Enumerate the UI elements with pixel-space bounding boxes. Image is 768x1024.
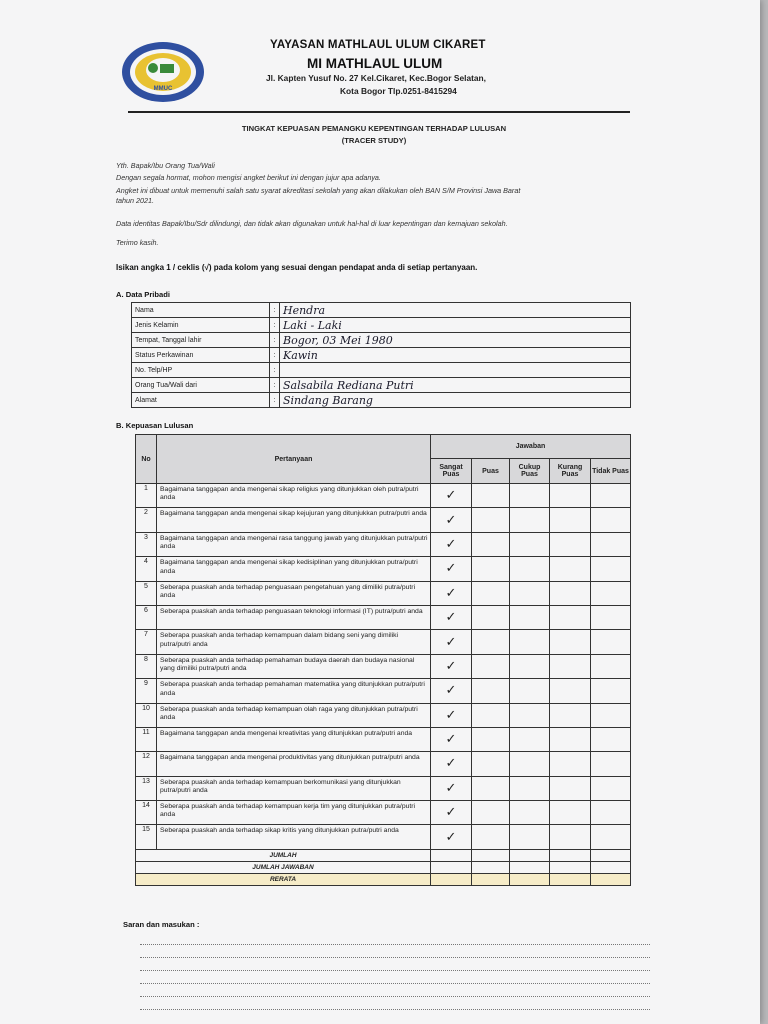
answer-cell[interactable]: [431, 484, 472, 508]
question-number: 1: [136, 484, 157, 508]
answer-cell[interactable]: [550, 727, 591, 751]
greeting: Yth. Bapak/Ibu Orang Tua/Wali: [116, 161, 215, 170]
option-header: Sangat Puas: [431, 459, 472, 484]
document-subtitle: (TRACER STUDY): [341, 136, 407, 145]
suggestion-line[interactable]: [140, 1009, 650, 1010]
col-header-answer: Jawaban: [431, 435, 631, 459]
question-number: 9: [136, 679, 157, 703]
suggestion-line[interactable]: [140, 983, 650, 984]
summary-cell[interactable]: [550, 861, 591, 873]
check-mark-icon: ✓: [445, 561, 457, 577]
answer-cell[interactable]: [431, 801, 472, 825]
answer-cell[interactable]: [510, 508, 550, 532]
question-text: Seberapa puaskah anda terhadap penguasaan teknologi informasi (IT) putra/putri anda: [157, 605, 431, 629]
answer-cell[interactable]: [510, 801, 550, 825]
summary-cell[interactable]: [510, 861, 550, 873]
answer-cell[interactable]: [550, 484, 591, 508]
jumlah-row: [136, 849, 631, 861]
check-mark-icon: ✓: [445, 585, 457, 601]
answer-cell[interactable]: [472, 752, 510, 776]
field-label: Status Perkawinan: [132, 348, 270, 363]
field-label: Nama: [132, 303, 270, 318]
summary-label: JUMLAH JAWABAN: [136, 861, 431, 873]
answer-cell[interactable]: [431, 727, 472, 751]
suggestion-line[interactable]: [140, 970, 650, 971]
check-mark-icon: ✓: [445, 610, 457, 626]
question-text: Seberapa puaskah anda terhadap pemahaman matematika yang ditunjukkan putra/putri anda: [157, 679, 431, 703]
answer-cell[interactable]: [510, 752, 550, 776]
field-value[interactable]: [280, 303, 631, 318]
question-row: [136, 801, 631, 825]
answer-cell[interactable]: [431, 581, 472, 605]
question-text: Seberapa puaskah anda terhadap kemampuan berkomunikasi yang ditunjukkan putra/putri anda: [157, 776, 431, 800]
field-colon: :: [270, 378, 280, 393]
answer-cell[interactable]: [472, 557, 510, 581]
col-header-question: Pertanyaan: [157, 435, 431, 484]
summary-cell[interactable]: [431, 849, 472, 861]
answer-cell[interactable]: [550, 752, 591, 776]
question-number: 10: [136, 703, 157, 727]
intro-paragraph-2: Angket ini dibuat untuk memenuhi salah satu syarat akreditasi sekolah yang akan dilakukan oleh BAN S/M Provinsi Jawa Barat: [116, 186, 521, 195]
question-row: [136, 727, 631, 751]
handwritten-value: Bogor, 03 Mei 1980: [283, 333, 393, 347]
instruction-text: Isikan angka 1 / ceklis (√) pada kolom yang sesuai dengan pendapat anda di setiap pertanyaan.: [116, 263, 478, 272]
answer-cell[interactable]: [472, 679, 510, 703]
summary-cell[interactable]: [591, 849, 631, 861]
answer-cell[interactable]: [550, 630, 591, 654]
option-header: Tidak Puas: [591, 459, 631, 484]
answer-cell[interactable]: [591, 630, 631, 654]
question-text: Seberapa puaskah anda terhadap pemahaman budaya daerah dan budaya nasional yang dimiliki putra/putri anda: [157, 654, 431, 678]
question-number: 15: [136, 825, 157, 849]
answer-cell[interactable]: [550, 654, 591, 678]
handwritten-value: Hendra: [283, 303, 326, 317]
answer-cell[interactable]: [591, 654, 631, 678]
answer-cell[interactable]: [591, 508, 631, 532]
question-text: Bagaimana tanggapan anda mengenai sikap kejujuran yang ditunjukkan putra/putri anda: [157, 508, 431, 532]
summary-cell[interactable]: [431, 873, 472, 885]
question-number: 4: [136, 557, 157, 581]
answer-cell[interactable]: [591, 752, 631, 776]
question-number: 13: [136, 776, 157, 800]
personal-data-row: [132, 303, 631, 318]
answer-cell[interactable]: [550, 581, 591, 605]
question-row: [136, 776, 631, 800]
answer-cell[interactable]: [550, 532, 591, 556]
question-text: Bagaimana tanggapan anda mengenai kreativitas yang ditunjukkan putra/putri anda: [157, 727, 431, 751]
check-mark-icon: ✓: [445, 488, 457, 504]
answer-cell[interactable]: [472, 776, 510, 800]
school-city-phone: Kota Bogor Tlp.0251-8415294: [340, 86, 457, 96]
summary-label: RERATA: [136, 873, 431, 885]
question-row: [136, 532, 631, 556]
summary-cell[interactable]: [550, 849, 591, 861]
answer-cell[interactable]: [431, 703, 472, 727]
question-number: 8: [136, 654, 157, 678]
field-value[interactable]: [280, 333, 631, 348]
summary-cell[interactable]: [550, 873, 591, 885]
field-value[interactable]: [280, 393, 631, 408]
answer-cell[interactable]: [591, 703, 631, 727]
answer-cell[interactable]: [472, 703, 510, 727]
school-address: Jl. Kapten Yusuf No. 27 Kel.Cikaret, Kec.Bogor Selatan,: [266, 73, 486, 83]
school-name: MI MATHLAUL ULUM: [307, 56, 443, 71]
field-value[interactable]: [280, 348, 631, 363]
answer-cell[interactable]: [591, 776, 631, 800]
answer-cell[interactable]: [472, 801, 510, 825]
question-number: 12: [136, 752, 157, 776]
answer-cell[interactable]: [550, 679, 591, 703]
answer-cell[interactable]: [591, 532, 631, 556]
check-mark-icon: ✓: [445, 829, 457, 845]
question-number: 7: [136, 630, 157, 654]
answer-cell[interactable]: [550, 776, 591, 800]
field-label: No. Telp/HP: [132, 363, 270, 378]
answer-cell[interactable]: [510, 557, 550, 581]
field-label: Orang Tua/Wali dari: [132, 378, 270, 393]
answer-cell[interactable]: [472, 630, 510, 654]
question-number: 11: [136, 727, 157, 751]
answer-cell[interactable]: [550, 508, 591, 532]
answer-cell[interactable]: [550, 801, 591, 825]
summary-cell[interactable]: [510, 849, 550, 861]
question-text: Bagaimana tanggapan anda mengenai rasa tanggung jawab yang ditunjukkan putra/putri anda: [157, 532, 431, 556]
intro-paragraph-3: Data identitas Bapak/Ibu/Sdr dilindungi, dan tidak akan digunakan untuk hal-hal di luar kepentingan dan kemajuan sekolah.: [116, 219, 508, 228]
check-mark-icon: ✓: [445, 756, 457, 772]
answer-cell[interactable]: [472, 727, 510, 751]
answer-cell[interactable]: [510, 605, 550, 629]
answer-cell[interactable]: [510, 703, 550, 727]
answer-cell[interactable]: [591, 557, 631, 581]
answer-cell[interactable]: [510, 484, 550, 508]
personal-data-table: [131, 302, 631, 408]
answer-cell[interactable]: [431, 605, 472, 629]
field-colon: :: [270, 333, 280, 348]
answer-cell[interactable]: [431, 557, 472, 581]
answer-cell[interactable]: [510, 630, 550, 654]
question-row: [136, 508, 631, 532]
answer-cell[interactable]: [431, 679, 472, 703]
section-c-title: Saran dan masukan :: [123, 920, 200, 929]
question-text: Bagaimana tanggapan anda mengenai sikap religius yang ditunjukkan oleh putra/putri anda: [157, 484, 431, 508]
answer-cell[interactable]: [550, 557, 591, 581]
personal-data-row: [132, 363, 631, 378]
field-colon: :: [270, 318, 280, 333]
field-label: Jenis Kelamin: [132, 318, 270, 333]
answer-cell[interactable]: [472, 508, 510, 532]
jumlah-jawaban-row: [136, 861, 631, 873]
answer-cell[interactable]: [591, 825, 631, 849]
question-number: 3: [136, 532, 157, 556]
section-b-title: B. Kepuasan Lulusan: [116, 421, 194, 430]
answer-cell[interactable]: [431, 825, 472, 849]
answer-cell[interactable]: [472, 825, 510, 849]
intro-paragraph-1: Dengan segala hormat, mohon mengisi angket berikut ini dengan jujur apa adanya.: [116, 173, 381, 182]
answer-cell[interactable]: [591, 605, 631, 629]
check-mark-icon: ✓: [445, 780, 457, 796]
suggestion-line[interactable]: [140, 944, 650, 945]
question-text: Seberapa puaskah anda terhadap kemampuan dalam bidang seni yang dimiliki putra/putri anda: [157, 630, 431, 654]
check-mark-icon: ✓: [445, 634, 457, 650]
check-mark-icon: ✓: [445, 536, 457, 552]
personal-data-row: [132, 348, 631, 363]
intro-paragraph-2-cont: tahun 2021.: [116, 196, 154, 205]
field-colon: :: [270, 363, 280, 378]
answer-cell[interactable]: [510, 776, 550, 800]
answer-cell[interactable]: [591, 581, 631, 605]
col-header-no: No: [136, 435, 157, 484]
section-a-title: A. Data Pribadi: [116, 290, 171, 299]
answer-cell[interactable]: [431, 630, 472, 654]
answer-cell[interactable]: [550, 825, 591, 849]
question-number: 2: [136, 508, 157, 532]
answer-cell[interactable]: [510, 581, 550, 605]
summary-cell[interactable]: [472, 873, 510, 885]
personal-data-row: [132, 318, 631, 333]
summary-cell[interactable]: [472, 861, 510, 873]
question-row: [136, 484, 631, 508]
field-value[interactable]: [280, 378, 631, 393]
handwritten-value: Sindang Barang: [283, 393, 373, 407]
summary-cell[interactable]: [431, 861, 472, 873]
answer-cell[interactable]: [472, 532, 510, 556]
summary-cell[interactable]: [472, 849, 510, 861]
question-row: [136, 557, 631, 581]
handwritten-value: Salsabila Rediana Putri: [283, 378, 414, 392]
question-row: [136, 605, 631, 629]
answer-cell[interactable]: [591, 484, 631, 508]
field-value[interactable]: [280, 363, 631, 378]
question-row: [136, 703, 631, 727]
answer-cell[interactable]: [472, 484, 510, 508]
check-mark-icon: ✓: [445, 732, 457, 748]
summary-cell[interactable]: [510, 873, 550, 885]
check-mark-icon: ✓: [445, 683, 457, 699]
summary-cell[interactable]: [591, 861, 631, 873]
answer-cell[interactable]: [431, 654, 472, 678]
question-text: Seberapa puaskah anda terhadap penguasaan pengetahuan yang dimiliki putra/putri anda: [157, 581, 431, 605]
answer-cell[interactable]: [472, 654, 510, 678]
answer-cell[interactable]: [591, 679, 631, 703]
suggestion-line[interactable]: [140, 996, 650, 997]
question-row: [136, 630, 631, 654]
field-colon: :: [270, 393, 280, 408]
answer-cell[interactable]: [550, 605, 591, 629]
rerata-row: [136, 873, 631, 885]
answer-cell[interactable]: [472, 605, 510, 629]
answer-cell[interactable]: [591, 801, 631, 825]
answer-cell[interactable]: [431, 508, 472, 532]
answer-cell[interactable]: [510, 825, 550, 849]
satisfaction-table: [135, 434, 631, 886]
handwritten-value: Laki - Laki: [283, 318, 342, 332]
field-colon: :: [270, 303, 280, 318]
check-mark-icon: ✓: [445, 512, 457, 528]
answer-cell[interactable]: [510, 532, 550, 556]
check-mark-icon: ✓: [445, 658, 457, 674]
question-text: Seberapa puaskah anda terhadap kemampuan kerja tim yang ditunjukkan putra/putri anda: [157, 801, 431, 825]
question-text: Seberapa puaskah anda terhadap kemampuan olah raga yang ditunjukkan putra/putri anda: [157, 703, 431, 727]
check-mark-icon: ✓: [445, 805, 457, 821]
summary-label: JUMLAH: [136, 849, 431, 861]
answer-cell[interactable]: [472, 581, 510, 605]
foundation-name: YAYASAN MATHLAUL ULUM CIKARET: [270, 39, 486, 51]
header-divider: [128, 111, 630, 113]
question-row: [136, 752, 631, 776]
document-title: TINGKAT KEPUASAN PEMANGKU KEPENTINGAN TERHADAP LULUSAN: [241, 124, 507, 133]
question-row: [136, 654, 631, 678]
answer-cell[interactable]: [431, 752, 472, 776]
answer-cell[interactable]: [510, 727, 550, 751]
thanks-text: Terimo kasih.: [116, 238, 159, 247]
handwritten-value: Kawin: [283, 348, 318, 362]
personal-data-row: [132, 333, 631, 348]
question-number: 6: [136, 605, 157, 629]
question-text: Seberapa puaskah anda terhadap sikap kritis yang ditunjukkan putra/putri anda: [157, 825, 431, 849]
answer-cell[interactable]: [550, 703, 591, 727]
answer-cell[interactable]: [591, 727, 631, 751]
check-mark-icon: ✓: [445, 707, 457, 723]
question-text: Bagaimana tanggapan anda mengenai sikap kedisiplinan yang ditunjukkan putra/putri anda: [157, 557, 431, 581]
option-header: Cukup Puas: [510, 459, 550, 484]
question-number: 5: [136, 581, 157, 605]
question-number: 14: [136, 801, 157, 825]
question-row: [136, 825, 631, 849]
answer-cell[interactable]: [510, 654, 550, 678]
question-text: Bagaimana tanggapan anda mengenai produktivitas yang ditunjukkan putra/putri anda: [157, 752, 431, 776]
field-label: Alamat: [132, 393, 270, 408]
option-header: Puas: [472, 459, 510, 484]
option-header: Kurang Puas: [550, 459, 591, 484]
field-value[interactable]: [280, 318, 631, 333]
svg-text:MMUC: MMUC: [153, 86, 173, 92]
answer-cell[interactable]: [431, 532, 472, 556]
school-logo: [120, 40, 206, 104]
personal-data-row: [132, 393, 631, 408]
summary-cell[interactable]: [591, 873, 631, 885]
answer-cell[interactable]: [431, 776, 472, 800]
field-label: Tempat, Tanggal lahir: [132, 333, 270, 348]
field-colon: :: [270, 348, 280, 363]
personal-data-row: [132, 378, 631, 393]
suggestion-line[interactable]: [140, 957, 650, 958]
question-row: [136, 581, 631, 605]
answer-cell[interactable]: [510, 679, 550, 703]
question-row: [136, 679, 631, 703]
